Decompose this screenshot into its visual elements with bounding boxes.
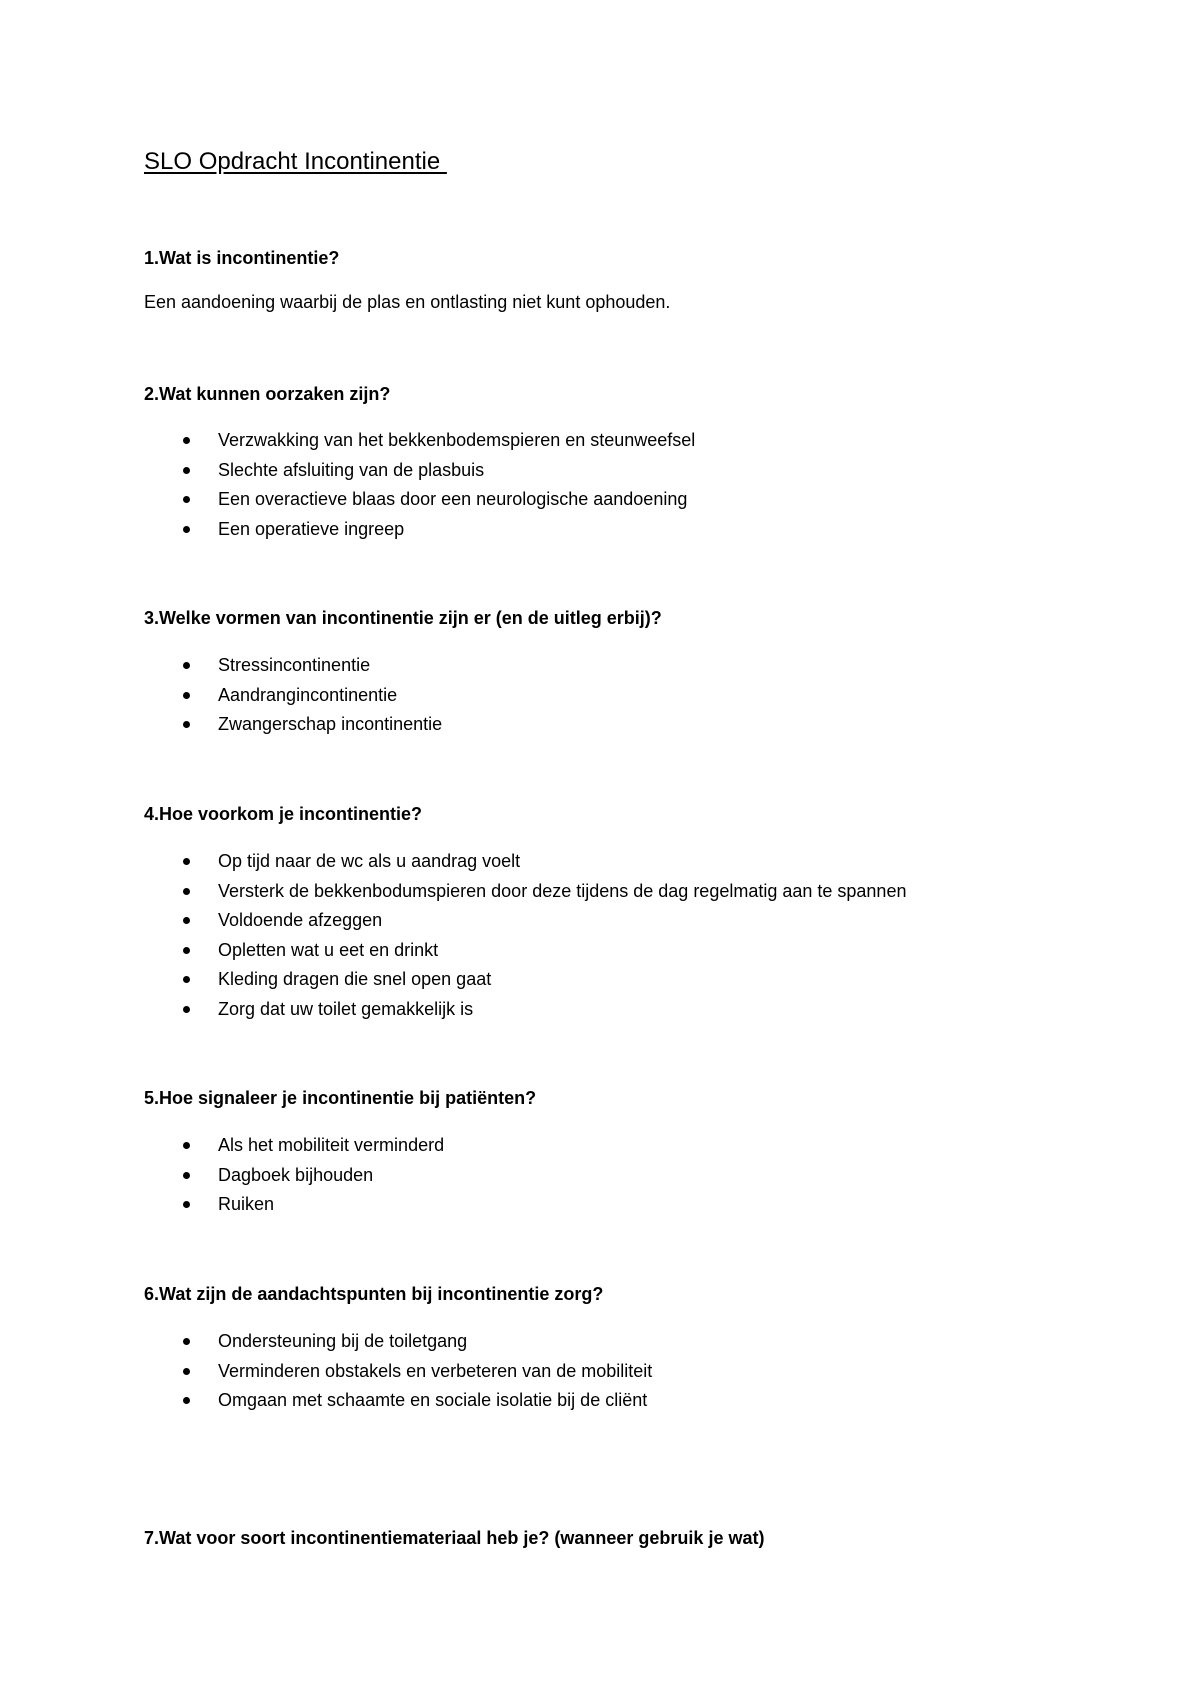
list-item: Stressincontinentie (0, 651, 442, 681)
question-6: 6.Wat zijn de aandachtspunten bij incontinentie zorg? (144, 1284, 604, 1304)
bullet-icon (183, 692, 190, 699)
list-item: Kleding dragen die snel open gaat (0, 965, 906, 995)
list-item: Aandrangincontinentie (0, 681, 442, 711)
bullet-icon (183, 1142, 190, 1149)
list-item: Verminderen obstakels en verbeteren van de mobiliteit (0, 1357, 652, 1387)
list-item: Zwangerschap incontinentie (0, 710, 442, 740)
bullet-icon (183, 1172, 190, 1179)
answer-1: Een aandoening waarbij de plas en ontlasting niet kunt ophouden. (144, 292, 671, 312)
question-4: 4.Hoe voorkom je incontinentie? (144, 804, 423, 824)
list-item: Zorg dat uw toilet gemakkelijk is (0, 995, 906, 1025)
list-item: Slechte afsluiting van de plasbuis (0, 456, 695, 486)
bullet-icon (183, 1006, 190, 1013)
list-item: Een overactieve blaas door een neurologische aandoening (0, 485, 695, 515)
list-item: Omgaan met schaamte en sociale isolatie bij de cliënt (0, 1386, 652, 1416)
list-item: Opletten wat u eet en drinkt (0, 936, 906, 966)
bullet-list-4 (0, 847, 906, 1024)
bullet-list-6 (0, 1327, 652, 1416)
bullet-icon (183, 662, 190, 669)
bullet-icon (183, 888, 190, 895)
list-item: Versterk de bekkenbodumspieren door deze tijdens de dag regelmatig aan te spannen (0, 877, 906, 907)
list-item: Ruiken (0, 1190, 444, 1220)
bullet-icon (183, 1201, 190, 1208)
bullet-list-2 (0, 426, 695, 544)
bullet-icon (183, 1338, 190, 1345)
bullet-list-5 (0, 1131, 444, 1220)
question-3: 3.Welke vormen van incontinentie zijn er (en de uitleg erbij)? (144, 608, 662, 628)
bullet-icon (183, 526, 190, 533)
question-5: 5.Hoe signaleer je incontinentie bij patiënten? (144, 1088, 537, 1108)
bullet-icon (183, 947, 190, 954)
bullet-icon (183, 917, 190, 924)
list-item: Verzwakking van het bekkenbodemspieren en steunweefsel (0, 426, 695, 456)
bullet-icon (183, 1397, 190, 1404)
question-7: 7.Wat voor soort incontinentiemateriaal heb je? (wanneer gebruik je wat) (144, 1528, 765, 1548)
bullet-icon (183, 1368, 190, 1375)
bullet-icon (183, 467, 190, 474)
bullet-icon (183, 437, 190, 444)
list-item: Voldoende afzeggen (0, 906, 906, 936)
question-1: 1.Wat is incontinentie? (144, 248, 340, 268)
document-title: SLO Opdracht Incontinentie (144, 148, 447, 175)
bullet-icon (183, 496, 190, 503)
bullet-icon (183, 976, 190, 983)
list-item: Ondersteuning bij de toiletgang (0, 1327, 652, 1357)
question-2: 2.Wat kunnen oorzaken zijn? (144, 384, 391, 404)
list-item: Dagboek bijhouden (0, 1161, 444, 1191)
bullet-icon (183, 858, 190, 865)
bullet-icon (183, 721, 190, 728)
list-item: Op tijd naar de wc als u aandrag voelt (0, 847, 906, 877)
list-item: Een operatieve ingreep (0, 515, 695, 545)
bullet-list-3 (0, 651, 442, 740)
list-item: Als het mobiliteit verminderd (0, 1131, 444, 1161)
